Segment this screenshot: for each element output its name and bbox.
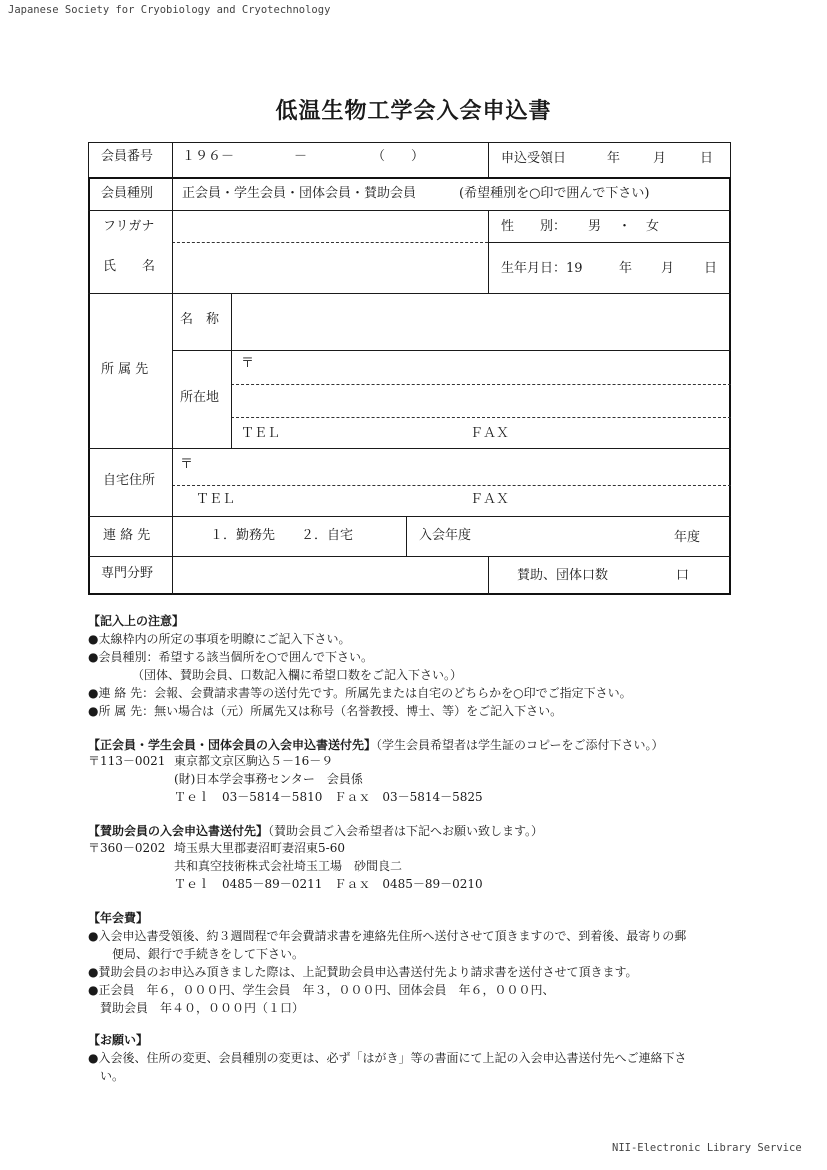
regular-postal: 〒113－0021 bbox=[88, 754, 166, 768]
birth-label: 生年月日：19 bbox=[501, 261, 583, 276]
page-header: Japanese Society for Cryobiology and Cryotechnology bbox=[8, 4, 331, 16]
fee-line: ●正会員 年６，０００円、学生会員 年３，０００円、団体会員 年６，０００円、 bbox=[88, 983, 555, 997]
received-day: 日 bbox=[700, 151, 714, 166]
affil-addr-label: 所在地 bbox=[180, 390, 220, 405]
member-no-paren: （ ） bbox=[372, 149, 425, 164]
top-divider-1 bbox=[172, 142, 173, 178]
row-line bbox=[88, 293, 731, 294]
notes-line: ●太線枠内の所定の事項を明瞭にご記入下さい。 bbox=[88, 632, 351, 646]
name-label: 氏 名 bbox=[103, 259, 156, 274]
received-label: 申込受領日 bbox=[501, 151, 567, 166]
notes-line: ●連 絡 先：会報、会費請求書等の送付先です。所属先または自宅のどちらかを○印でご指定下さい。 bbox=[88, 686, 632, 700]
notes-line: （団体、賛助会員、口数記入欄に希望口数をご記入下さい。） bbox=[132, 668, 463, 682]
form-box bbox=[88, 177, 731, 595]
fee-line: ●入会申込書受領後、約３週間程で年会費請求書を連絡先住所へ送付させて頂きますので、到着後、最寄りの郵 bbox=[88, 929, 687, 943]
field-label: 専門分野 bbox=[101, 566, 154, 581]
label-divider bbox=[172, 177, 173, 595]
affil-name-label: 名 称 bbox=[180, 312, 220, 327]
addr-dash-1 bbox=[231, 384, 731, 385]
row-line bbox=[88, 516, 731, 517]
regular-heading bbox=[88, 737, 664, 754]
contact-label: 連 絡 先 bbox=[103, 528, 151, 543]
home-fax-label: ＦＡＸ bbox=[470, 492, 510, 507]
addr-dash-2 bbox=[231, 417, 731, 418]
type-label: 会員種別 bbox=[101, 186, 154, 201]
row-line bbox=[88, 210, 731, 211]
affil-label: 所 属 先 bbox=[101, 362, 149, 377]
home-postal-mark: 〒 bbox=[180, 457, 194, 472]
member-no-value[interactable]: １９６－ bbox=[182, 149, 235, 164]
request-line: い。 bbox=[100, 1069, 125, 1083]
form-title: 低温生物工学会入会申込書 bbox=[275, 99, 552, 124]
top-border bbox=[88, 142, 731, 143]
type-note: (希望種別を○印で囲んで下さい) bbox=[459, 186, 650, 201]
fee-line: 賛助会員 年４０，０００円（１口） bbox=[100, 1001, 305, 1015]
regular-org: (財)日本学会事務センター 会員係 bbox=[174, 772, 363, 786]
gender-female[interactable]: 女 bbox=[646, 219, 660, 234]
row-line bbox=[172, 350, 731, 351]
birth-day: 日 bbox=[704, 261, 718, 276]
request-section bbox=[88, 1031, 686, 1085]
join-year-label: 入会年度 bbox=[419, 528, 472, 543]
home-label: 自宅住所 bbox=[103, 473, 156, 488]
support-heading bbox=[88, 823, 543, 840]
notes-line: ●所 属 先：無い場合は（元）所属先又は称号（名誉教授、博士、等）をご記入下さい。 bbox=[88, 704, 563, 718]
notes-section bbox=[88, 612, 632, 720]
row-line bbox=[88, 556, 731, 557]
units-label: 賛助、団体口数 bbox=[517, 568, 609, 583]
support-postal: 〒360－0202 bbox=[88, 841, 166, 855]
top-left-border bbox=[88, 142, 89, 178]
affil-tel-label: ＴＥＬ bbox=[241, 426, 281, 441]
member-no-label: 会員番号 bbox=[101, 149, 154, 164]
type-options[interactable]: 正会員・学生会員・団体会員・賛助会員 bbox=[182, 186, 417, 201]
contact-options[interactable]: １．勤務先 ２．自宅 bbox=[210, 528, 354, 543]
support-note: （賛助会員ご入会希望者は下記へお願い致します。） bbox=[268, 824, 544, 838]
furigana-label: フリガナ bbox=[103, 219, 155, 234]
contact-divider bbox=[406, 516, 407, 557]
top-divider-2 bbox=[488, 142, 489, 178]
row-line bbox=[88, 448, 731, 449]
col-divider bbox=[488, 210, 489, 294]
notes-title: 【記入上の注意】 bbox=[88, 614, 185, 628]
join-year-suffix: 年度 bbox=[674, 530, 701, 545]
member-no-dash: － bbox=[294, 149, 308, 164]
regular-note: （学生会員希望者は学生証のコピーをご添付下さい。） bbox=[376, 738, 664, 752]
affil-fax-label: ＦＡＸ bbox=[470, 426, 510, 441]
gender-sep: ・ bbox=[618, 219, 632, 234]
received-year: 年 bbox=[607, 151, 621, 166]
request-title: 【お願い】 bbox=[88, 1033, 149, 1047]
regular-tel: Ｔｅｌ 03－5814－5810 Ｆａｘ 03－5814－5825 bbox=[174, 790, 483, 804]
home-dash bbox=[172, 485, 731, 486]
notes-line: ●会員種別：希望する該当個所を○で囲んで下さい。 bbox=[88, 650, 373, 664]
fee-title: 【年会費】 bbox=[88, 911, 149, 925]
home-tel-label: ＴＥＬ bbox=[196, 492, 236, 507]
fee-line: ●賛助会員のお申込み頂きました際は、上記賛助会員申込書送付先より請求書を送付させて頂きます。 bbox=[88, 965, 638, 979]
regular-address: 東京都文京区駒込５－16－９ bbox=[174, 754, 334, 768]
support-address: 埼玉県大里郡妻沼町妻沼東5-60 bbox=[174, 841, 345, 855]
affil-divider bbox=[231, 293, 232, 449]
affil-postal-mark: 〒 bbox=[241, 356, 255, 371]
gender-male[interactable]: 男 bbox=[588, 219, 602, 234]
field-divider bbox=[488, 556, 489, 595]
top-right-border bbox=[730, 142, 731, 178]
units-suffix: 口 bbox=[676, 568, 690, 583]
support-org: 共和真空技術株式会社埼玉工場 砂間良二 bbox=[174, 859, 403, 873]
support-tel: Ｔｅｌ 0485－89－0211 Ｆａｘ 0485－89－0210 bbox=[174, 877, 483, 891]
request-line: ●入会後、住所の変更、会員種別の変更は、必ず「はがき」等の書面にて上記の入会申込書送付先へご連絡下さ bbox=[88, 1051, 687, 1065]
regular-title: 【正会員・学生会員・団体会員の入会申込書送付先】 bbox=[88, 738, 377, 752]
birth-year: 年 bbox=[619, 261, 633, 276]
received-month: 月 bbox=[653, 151, 667, 166]
furigana-dash bbox=[172, 242, 488, 243]
fee-line: 便局、銀行で手続きをして下さい。 bbox=[112, 947, 305, 961]
row-line bbox=[488, 242, 731, 243]
birth-month: 月 bbox=[661, 261, 675, 276]
gender-label: 性 別： bbox=[501, 219, 567, 234]
support-title: 【賛助会員の入会申込書送付先】 bbox=[88, 824, 269, 838]
page-footer: NII-Electronic Library Service bbox=[612, 1142, 802, 1154]
fee-section bbox=[88, 909, 686, 1017]
